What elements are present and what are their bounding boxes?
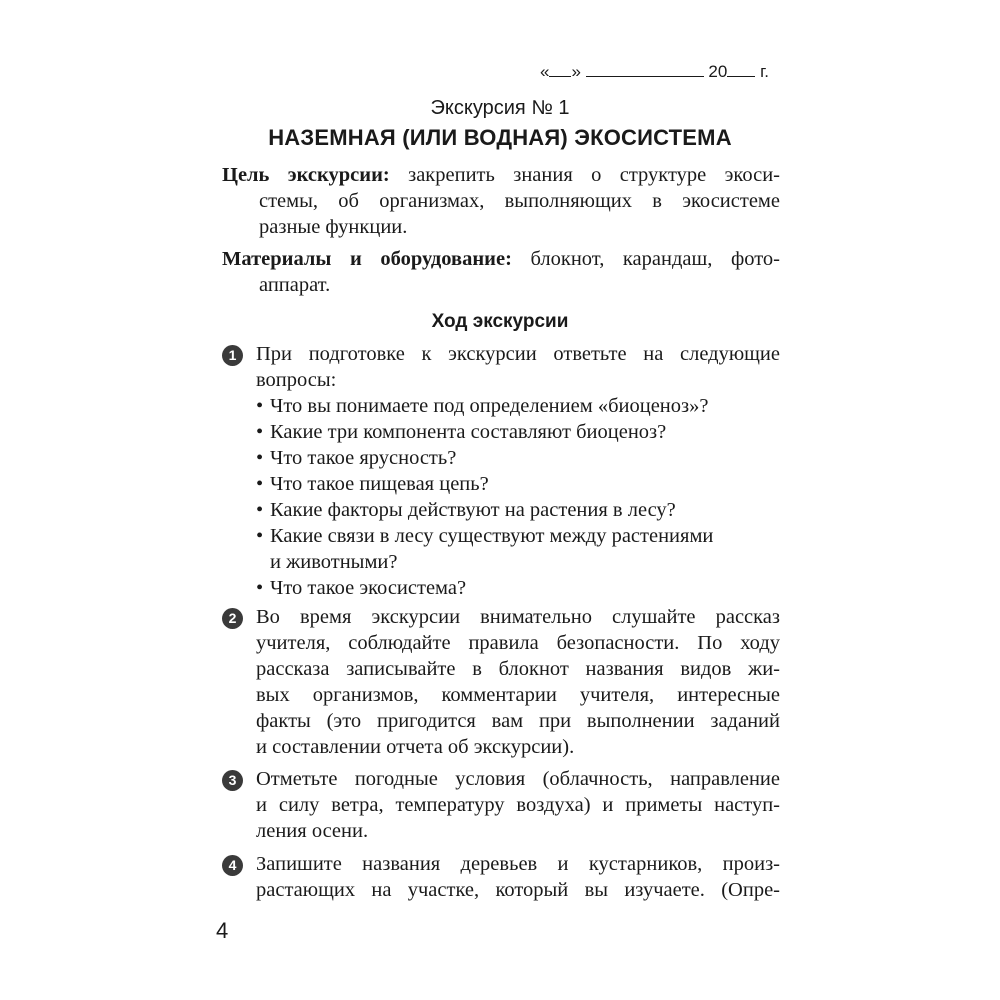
step-1 [222, 341, 780, 601]
list-item: • Какие связи в лесу существуют между растениями [256, 525, 714, 547]
step-2-line-1: Во время экскурсии внимательно слушайте рассказ [256, 606, 780, 628]
list-item: • Что такое экосистема? [256, 577, 467, 599]
step-4-line-2: растающих на участке, который вы изучаете. (Опре- [256, 879, 780, 901]
materials-text-line-1: блокнот, карандаш, фото- [530, 248, 780, 270]
list-item: • Что такое ярусность? [256, 447, 457, 469]
excursion-title: НАЗЕМНАЯ (ИЛИ ВОДНАЯ) ЭКОСИСТЕМА [268, 125, 732, 150]
step-2-line-6: и составлении отчета об экскурсии). [256, 736, 575, 758]
goal-text-line-3: разные функции. [259, 216, 408, 238]
step-3 [222, 766, 780, 844]
step-number-badge: 3 [222, 770, 243, 791]
step-3-line-2: и силу ветра, температуру воздуха) и приметы наступ- [256, 794, 780, 816]
list-item: • Какие три компонента составляют биоценоз? [256, 421, 667, 443]
list-item: • Какие факторы действуют на растения в лесу? [256, 499, 676, 521]
step-4 [222, 851, 780, 903]
step-3-line-1: Отметьте погодные условия (облачность, направление [256, 768, 780, 790]
step-1-line-2: вопросы: [256, 369, 337, 391]
page-number: 4 [216, 918, 229, 943]
goal-text-line-2: стемы, об организмах, выполняющих в экосистеме [259, 190, 780, 212]
section-heading: Ход экскурсии [431, 311, 569, 332]
step-number-badge: 1 [222, 345, 243, 366]
step-number-badge: 4 [222, 855, 243, 876]
goal-text-line-1: закрепить знания о структуре экоси- [408, 164, 780, 186]
list-item: • Что вы понимаете под определением «биоценоз»? [256, 395, 709, 417]
list-item: • Что такое пищевая цепь? [256, 473, 489, 495]
step-4-line-1: Запишите названия деревьев и кустарников, произ- [256, 853, 780, 875]
step-number-badge: 2 [222, 608, 243, 629]
materials-text-line-2: аппарат. [259, 274, 331, 296]
step-2-line-4: вых организмов, комментарии учителя, интересные [256, 684, 780, 706]
day-blank [549, 62, 571, 77]
materials-label: Материалы и оборудование: [222, 248, 512, 270]
step-2-line-3: рассказа записывайте в блокнот названия видов жи- [256, 658, 780, 680]
year-suffix: г. [760, 62, 769, 81]
materials-paragraph [222, 246, 780, 298]
step-1-line-1: При подготовке к экскурсии ответьте на следующие [256, 343, 780, 365]
step-2-line-2: учителя, соблюдайте правила безопасности. По ходу [256, 632, 780, 654]
step-2-line-5: факты (это пригодится вам при выполнении заданий [256, 710, 780, 732]
month-blank [586, 62, 704, 77]
goal-paragraph [222, 162, 780, 240]
step-2 [222, 604, 780, 760]
excursion-label: Экскурсия № 1 [430, 97, 570, 119]
step-3-line-3: ления осени. [256, 820, 369, 842]
year-prefix: 20 [708, 62, 728, 81]
question-list [256, 393, 780, 601]
year-blank [727, 62, 755, 77]
goal-label: Цель экскурсии: [222, 164, 390, 186]
list-item-continuation: и животными? [270, 551, 398, 573]
date-open-quote: « [540, 62, 550, 81]
date-close-quote: » [571, 62, 581, 81]
date-line [540, 62, 769, 82]
